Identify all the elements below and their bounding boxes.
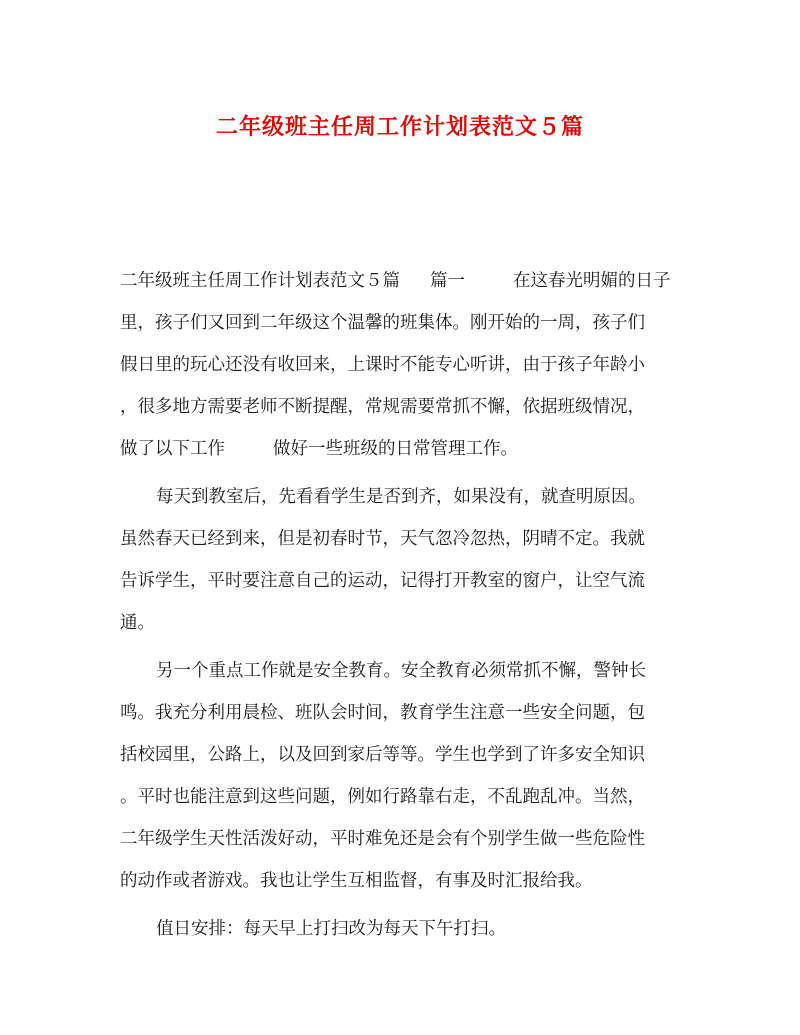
body-line-2: 里，孩子们又回到二年级这个温馨的班集体。刚开始的一周，孩子们 — [120, 313, 645, 333]
body-line-8: 告诉学生，平时要注意自己的运动，记得打开教室的窗户，让空气流 — [120, 571, 645, 591]
body-line-5 — [120, 428, 680, 470]
body-line-10: 另一个重点工作就是安全教育。安全教育必须常抓不懈，警钟长 — [156, 661, 646, 681]
body-line-5-a: 做了以下工作 — [120, 439, 225, 459]
document-body — [120, 260, 680, 950]
body-line-4: ，很多地方需要老师不断提醒，常规需要常抓不懈，依据班级情况， — [120, 397, 645, 417]
body-line-1 — [120, 260, 680, 302]
body-line-3: 假日里的玩心还没有收回来，上课时不能专心听讲，由于孩子年龄小 — [120, 355, 645, 375]
body-line-7: 虽然春天已经到来，但是初春时节，天气忽冷忽热，阴晴不定。我就 — [120, 529, 645, 549]
body-line-16: 值日安排：每天早上打扫改为每天下午打扫。 — [156, 919, 506, 939]
body-line-12: 括校园里，公路上，以及回到家后等等。学生也学到了许多安全知识 — [120, 745, 645, 765]
body-line-1-text: 在这春光明媚的日子 — [513, 271, 671, 291]
body-line-15: 的动作或者游戏。我也让学生互相监督，有事及时汇报给我。 — [120, 871, 593, 891]
body-line-13: 。平时也能注意到这些问题，例如行路靠右走，不乱跑乱冲。当然， — [120, 787, 645, 807]
body-line-9: 通。 — [120, 613, 155, 633]
body-line-11: 鸣。我充分利用晨检、班队会时间，教育学生注意一些安全问题，包 — [120, 703, 645, 723]
document-title: 二年级班主任周工作计划表范文５篇 — [215, 114, 584, 140]
body-line-1-heading: 二年级班主任周工作计划表范文５篇 — [120, 271, 400, 291]
body-line-1-section: 篇一 — [430, 271, 465, 291]
body-line-14: 二年级学生天性活泼好动，平时难免还是会有个别学生做一些危险性 — [120, 829, 645, 849]
body-line-6: 每天到教室后，先看看学生是否到齐，如果没有，就查明原因。 — [156, 487, 646, 507]
body-line-5-b: 做好一些班级的日常管理工作。 — [273, 439, 518, 459]
